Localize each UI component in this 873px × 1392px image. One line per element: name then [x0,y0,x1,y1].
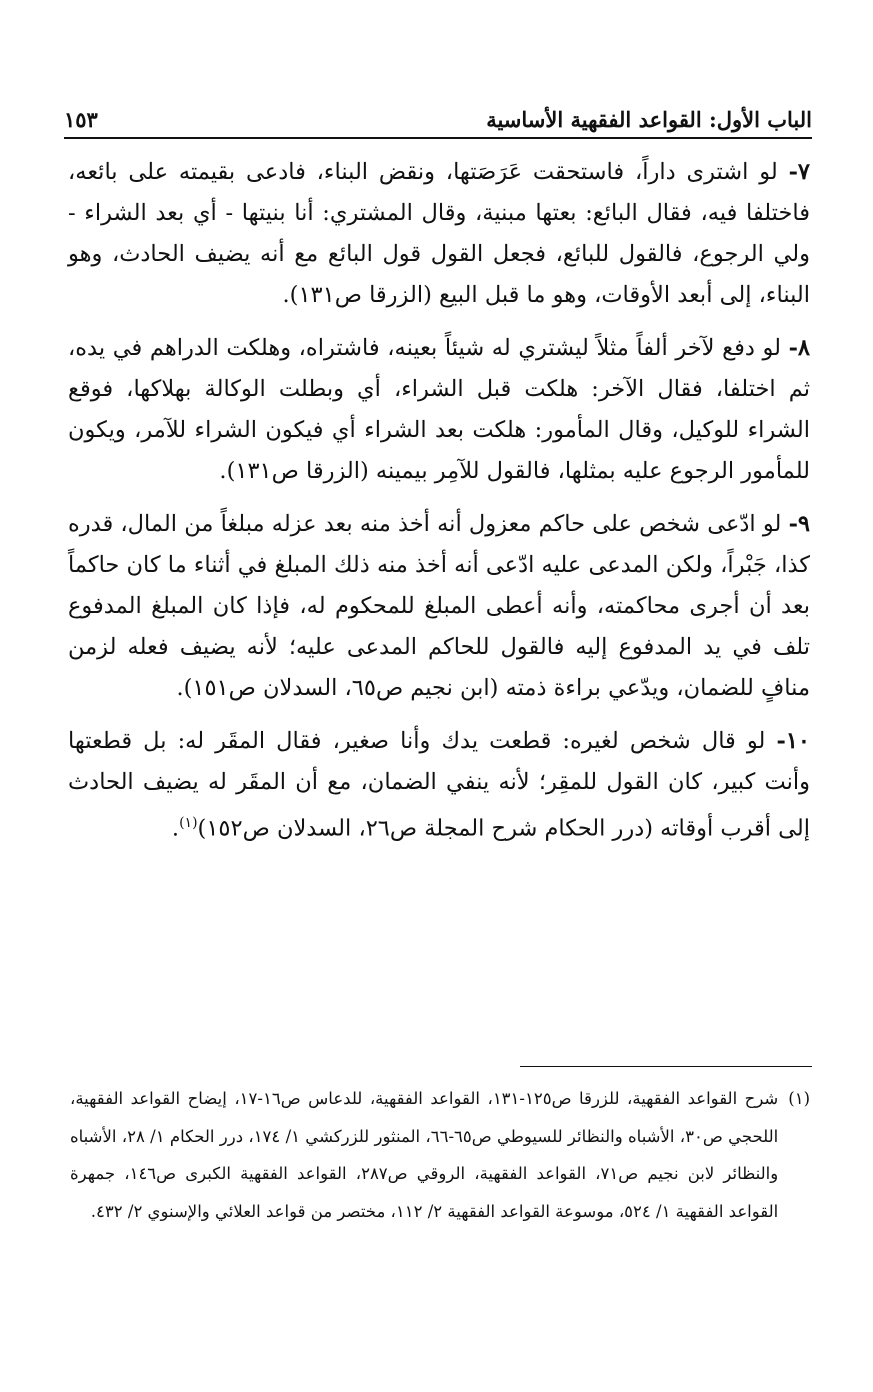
header-rule [64,137,812,139]
paragraph-10 [68,721,810,850]
footnote-mark: (١) [788,1089,810,1108]
paragraph-number: ٨- [788,335,811,361]
paragraph-text: لو ادّعى شخص على حاكم معزول أنه أخذ منه بعد عزله مبلغاً من المال، قدره كذا، جَبْراً، ولكن المدعى عليه ادّعى أنه أخذ منه ذلك المبلغ في أثناء ما كان حاكماً بعد أن أجرى محاكمته، وأنه أعطى المبلغ للمحكوم له، فإذا كان المبلغ المدفوع تلف في يد المدفوع إليه فالقول للحاكم المدعى عليه؛ لأنه يضيف فعله لزمن منافٍ للضمان، ويدّعي براءة ذمته (ابن نجيم ص٦٥، السدلان ص١٥١). [68,511,810,701]
paragraph-text: لو قال شخص لغيره: قطعت يدك وأنا صغير، فقال المقَر له: بل قطعتها وأنت كبير، كان القول للمقِر؛ لأنه ينفي الضمان، مع أن المقَر له يضيف الحادث إلى أقرب أوقاته (درر الحكام شرح المجلة ص٢٦، السدلان ص١٥٢) [68,728,810,842]
paragraph-end: . [171,815,180,842]
main-text [68,152,810,862]
paragraph-text: لو اشترى داراً، فاستحقت عَرَصَتها، ونقض البناء، فادعى بقيمته على بائعه، فاختلفا فيه، فقال البائع: بعتها مبنية، وقال المشتري: أنا بنيتها - أي بعد الشراء - ولي الرجوع، فالقول للبائع، فجعل القول قول البائع مع أنه يضيف الحادث، وهو البناء، إلى أبعد الأوقات، وهو ما قبل البيع (الزرقا ص١٣١). [68,159,810,308]
chapter-title: الباب الأول: القواعد الفقهية الأساسية [486,107,812,132]
paragraph-number: ٩- [788,511,810,537]
paragraph-text: لو دفع لآخر ألفاً مثلاً ليشتري له شيئاً بعينه، فاشتراه، وهلكت الدراهم في يده، ثم اختلفا، فقال الآخر: هلكت قبل الشراء، أي وبطلت الوكالة بهلاكها، فوقع الشراء للوكيل، وقال المأمور: هلكت بعد الشراء أي فيكون الشراء للآمر، ويكون للمأمور الرجوع عليه بمثلها، فالقول للآمِر بيمينه (الزرقا ص١٣١). [68,335,810,484]
paragraph-number: ١٠- [776,728,811,754]
paragraph-9 [68,504,810,709]
paragraph-number: ٧- [788,159,811,185]
running-header [64,92,812,132]
paragraph-8 [68,328,810,492]
footnote-rule [520,1066,812,1067]
page-number: ١٥٣ [64,107,98,132]
footnote-text: شرح القواعد الفقهية، للزرقا ص١٢٥-١٣١، القواعد الفقهية، للدعاس ص١٦-١٧، إيضاح القواعد الفقهية، اللحجي ص٣٠، الأشباه والنظائر للسيوطي ص٦٥-٦٦، المنثور للزركشي ١/ ١٧٤، درر الحكام ١/ ٢٨، الأشباه والنظائر لابن نجيم ص٧١، القواعد الفقهية، الروقي ص٢٨٧، القواعد الفقهية الكبرى ص١٤٦، جمهرة القواعد الفقهية ١/ ٥٢٤، موسوعة القواعد الفقهية ٢/ ١١٢، مختصر من قواعد العلائي والإسنوي ٢/ ٤٣٢. [70,1089,779,1221]
footnote [70,1080,810,1230]
footnote-reference[interactable]: (١) [179,815,198,831]
paragraph-7 [68,152,810,316]
